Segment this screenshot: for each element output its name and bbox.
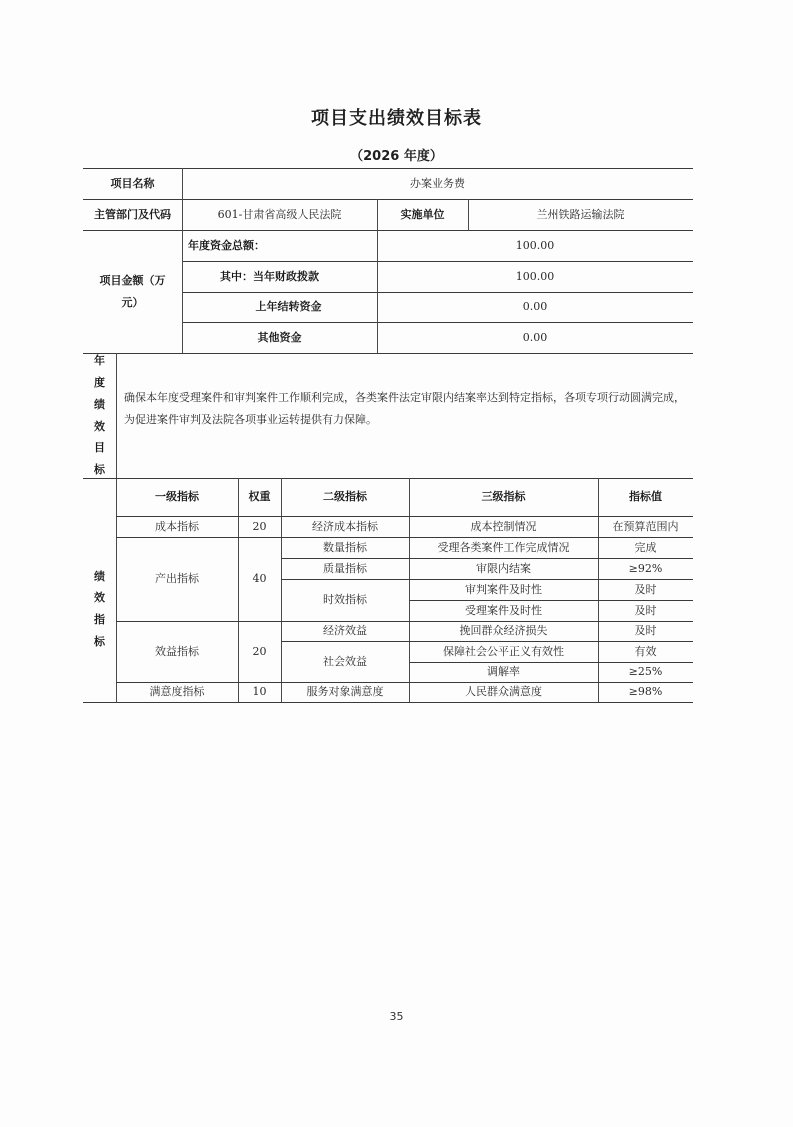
fund-current-label: 其中：当年财政拨款 (220, 269, 319, 283)
value-cell: 有效 (634, 644, 657, 658)
goal-label-char: 绩 (94, 397, 105, 411)
document-title: 项目支出绩效目标表 (311, 108, 482, 129)
annual-goal-text: 确保本年度受理案件和审判案件工作顺利完成，各类案件法定审限内结案率达到特定指标，各项专项行动圆满完成，为促进案件审判及法院各项事业运转提供有力保障。 (124, 391, 685, 426)
level3-cell: 受理案件及时性 (465, 603, 542, 617)
level3-cell: 受理各类案件工作完成情况 (437, 540, 570, 554)
goal-label-char: 效 (94, 419, 105, 433)
level3-cell: 成本控制情况 (470, 519, 537, 533)
value-cell: 在预算范围内 (612, 519, 679, 533)
fund-carryover-label: 上年结转资金 (255, 300, 322, 314)
value-cell: 完成 (634, 540, 657, 554)
level1-cell: 产出指标 (155, 572, 199, 586)
level2-cell: 质量指标 (323, 561, 367, 575)
value-cell: ≥92% (628, 561, 663, 575)
indicators-label (83, 516, 116, 702)
document-subtitle: （2026 年度） (350, 149, 443, 164)
level1-cell: 成本指标 (155, 519, 199, 533)
fund-other-value: 0.00 (522, 330, 548, 344)
amount-label-line2: 元） (121, 295, 144, 309)
table-rule (83, 353, 693, 354)
goal-label-char: 度 (94, 376, 105, 389)
indicators-label-char: 标 (94, 634, 105, 648)
level3-cell: 保障社会公平正义有效性 (443, 644, 564, 658)
table-rule (83, 702, 693, 703)
value-cell: 及时 (634, 582, 657, 596)
project-name-value: 办案业务费 (410, 176, 465, 190)
indicators-label-char: 效 (94, 591, 105, 605)
page-number: 35 (389, 1010, 404, 1023)
fund-total-value: 100.00 (515, 238, 555, 252)
level3-cell: 审限内结案 (476, 561, 531, 575)
fund-current-value: 100.00 (515, 269, 555, 283)
weight-cell: 20 (252, 644, 267, 658)
fund-other-label: 其他资金 (257, 330, 302, 344)
weight-cell: 40 (252, 572, 267, 586)
level2-cell: 时效指标 (323, 593, 367, 607)
value-cell: ≥98% (628, 685, 663, 699)
dept-label: 主管部门及代码 (94, 207, 171, 221)
impl-label: 实施单位 (400, 207, 445, 221)
level1-cell: 效益指标 (155, 644, 199, 658)
value-cell: ≥25% (628, 665, 663, 679)
weight-cell: 10 (252, 685, 267, 699)
annual-goal-label (83, 353, 116, 478)
fund-carryover-value: 0.00 (522, 300, 548, 314)
header-level1: 一级指标 (155, 490, 199, 504)
level1-cell: 满意度指标 (149, 685, 205, 699)
value-cell: 及时 (634, 624, 657, 638)
level2-cell: 社会效益 (323, 654, 367, 668)
level2-cell: 经济效益 (323, 624, 367, 638)
value-cell: 及时 (634, 603, 657, 617)
fund-total-label: 年度资金总额： (188, 238, 265, 252)
level3-cell: 调解率 (487, 665, 520, 679)
level3-cell: 挽回群众经济损失 (459, 624, 548, 638)
indicators-label-char: 绩 (94, 569, 105, 583)
amount-label (83, 230, 182, 353)
level3-cell: 审判案件及时性 (465, 582, 542, 596)
level3-cell: 人民群众满意度 (465, 685, 542, 699)
impl-value: 兰州铁路运输法院 (536, 207, 625, 221)
level2-cell: 服务对象满意度 (306, 685, 384, 699)
header-value: 指标值 (629, 490, 662, 504)
amount-label-line1: 项目金额（万 (99, 273, 166, 287)
level2-cell: 数量指标 (323, 540, 367, 554)
weight-cell: 20 (252, 519, 267, 533)
header-level2: 二级指标 (323, 490, 367, 504)
goal-label-char: 标 (94, 463, 105, 476)
header-level3: 三级指标 (481, 490, 526, 504)
header-weight: 权重 (248, 490, 271, 504)
goal-label-char: 年 (94, 354, 105, 368)
indicators-label-char: 指 (94, 613, 105, 626)
goal-label-char: 目 (94, 441, 105, 455)
dept-value: 601-甘肃省高级人民法院 (217, 207, 342, 221)
level2-cell: 经济成本指标 (312, 519, 378, 533)
project-name-label: 项目名称 (110, 176, 155, 190)
